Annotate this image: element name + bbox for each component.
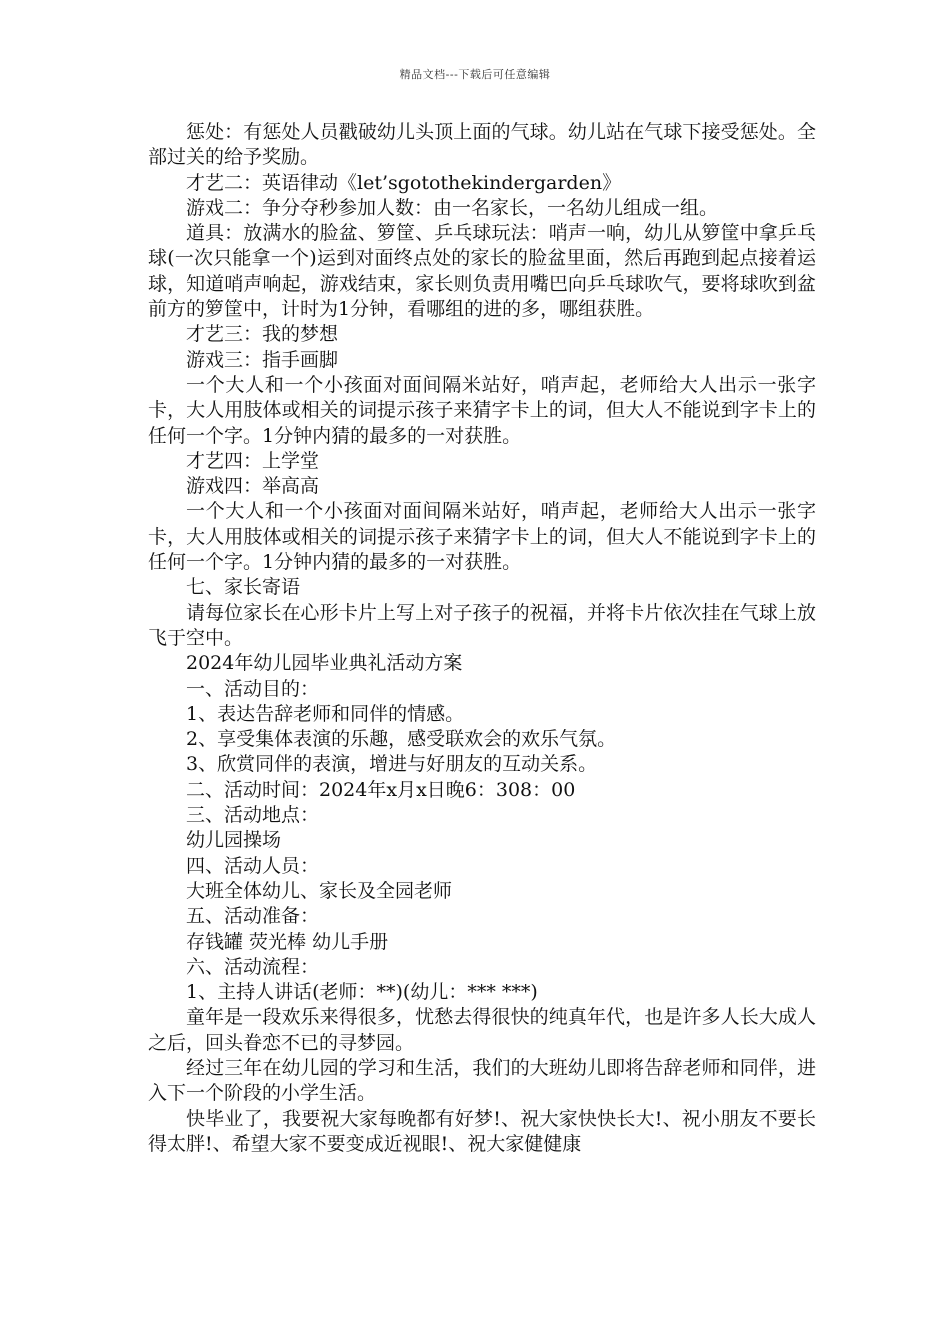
paragraph-game-3-rules: 一个大人和一个小孩面对面间隔米站好，哨声起，老师给大人出示一张字卡，大人用肢体或相关的词提示孩子来猜字卡上的词，但大人不能说到字卡上的任何一个字。1分钟内猜的最多的一对获胜。 <box>148 373 816 447</box>
purpose-item-1: 1、表达告辞老师和同伴的情感。 <box>186 702 465 725</box>
section-time: 二、活动时间：2024年x月x日晚6：308：00 <box>186 778 576 801</box>
paragraph-game-3: 游戏三：指手画脚 <box>186 348 339 371</box>
paragraph-props: 道具：放满水的脸盆、箩筐、乒乓球玩法：哨声一响，幼儿从箩筐中拿乒乓球(一次只能拿一个)运到对面终点处的家长的脸盆里面，然后再跑到起点接着运球，知道哨声响起，游戏结束，家长则负责用嘴巴向乒乓球吹气，要将球吹到盆前方的箩筐中，计时为1分钟，看哪组的进的多，哪组获胜。 <box>148 222 816 321</box>
purpose-item-2: 2、享受集体表演的乐趣，感受联欢会的欢乐气氛。 <box>186 728 617 751</box>
paragraph-talent-4: 才艺四：上学堂 <box>186 449 320 472</box>
paragraph-talent-2: 才艺二：英语律动《let’sgotothekindergarden》 <box>186 171 622 194</box>
section-process: 六、活动流程： <box>186 955 320 978</box>
section-preparation: 五、活动准备： <box>186 905 320 928</box>
document-body <box>148 120 816 1157</box>
section-location: 三、活动地点： <box>186 804 320 827</box>
page-header: 精品文档---下载后可任意编辑 <box>399 68 551 81</box>
preparation-value: 存钱罐 荧光棒 幼儿手册 <box>186 930 389 953</box>
paragraph-parent-message: 请每位家长在心形卡片上写上对子孩子的祝福，并将卡片依次挂在气球上放飞于空中。 <box>148 601 816 649</box>
section-parent-message: 七、家长寄语 <box>186 576 301 599</box>
purpose-item-3: 3、欣赏同伴的表演，增进与好朋友的互动关系。 <box>186 753 598 776</box>
paragraph-punishment: 惩处：有惩处人员戳破幼儿头顶上面的气球。幼儿站在气球下接受惩处。全部过关的给予奖励。 <box>148 121 816 169</box>
location-value: 幼儿园操场 <box>186 829 282 852</box>
paragraph-talent-3: 才艺三：我的梦想 <box>186 323 339 346</box>
paragraph-game-4: 游戏四：举高高 <box>186 475 320 498</box>
process-item-1: 1、主持人讲话(老师：**)(幼儿：*** ***) <box>186 981 538 1004</box>
paragraph-game-2: 游戏二：争分夺秒参加人数：由一名家长，一名幼儿组成一组。 <box>186 196 719 219</box>
participants-value: 大班全体幼儿、家长及全园老师 <box>186 879 453 902</box>
paragraph-wishes: 快毕业了，我要祝大家每晚都有好梦!、祝大家快快长大!、祝小朋友不要长得太胖!、希望大家不要变成近视眼!、祝大家健健康 <box>148 1107 816 1155</box>
paragraph-childhood: 童年是一段欢乐来得很多，忧愁去得很快的纯真年代，也是许多人长大成人之后，回头眷恋不已的寻梦园。 <box>148 1006 816 1054</box>
plan-title: 2024年幼儿园毕业典礼活动方案 <box>186 652 463 675</box>
paragraph-game-4-rules: 一个大人和一个小孩面对面间隔米站好，哨声起，老师给大人出示一张字卡，大人用肢体或相关的词提示孩子来猜字卡上的词，但大人不能说到字卡上的任何一个字。1分钟内猜的最多的一对获胜。 <box>148 500 816 574</box>
paragraph-three-years: 经过三年在幼儿园的学习和生活，我们的大班幼儿即将告辞老师和同伴，进入下一个阶段的小学生活。 <box>148 1056 816 1105</box>
section-participants: 四、活动人员： <box>186 854 320 877</box>
section-purpose: 一、活动目的： <box>186 677 320 700</box>
